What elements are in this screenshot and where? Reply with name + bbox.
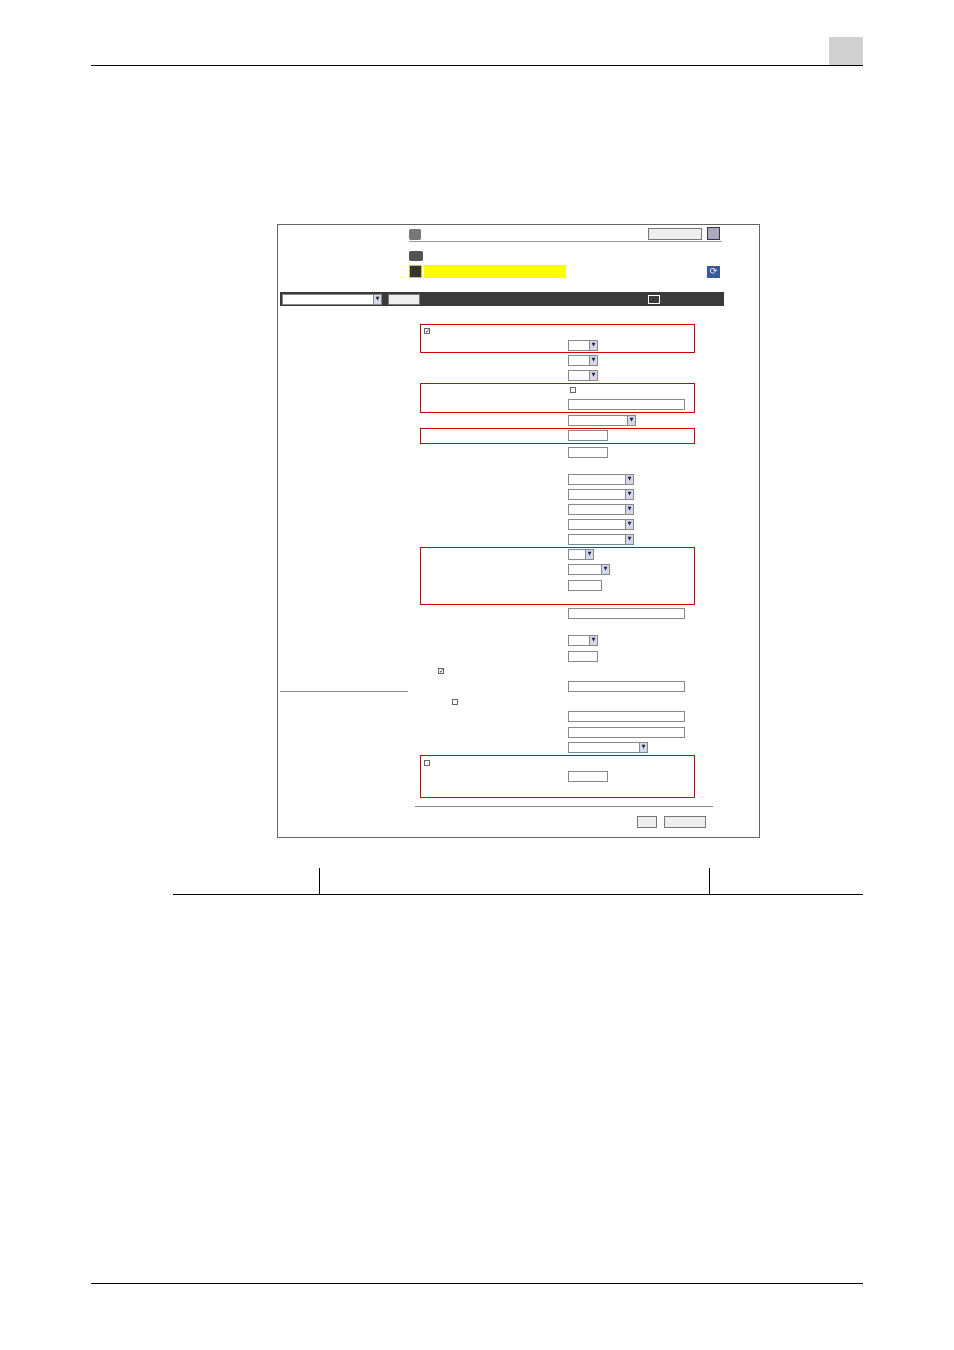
refresh-icon[interactable]: ⟳ [707,266,720,278]
settings-table [173,868,863,895]
max-mail-select[interactable] [568,564,610,575]
smtp-auth-checkbox[interactable] [438,667,447,675]
column-header-description [319,868,709,894]
table-header-row [173,868,863,894]
cancel-button[interactable] [664,816,706,828]
checkbox-box [570,387,576,393]
email-tx-setting-checkbox[interactable] [424,327,433,335]
column-header-item [173,868,319,894]
ok-button[interactable] [637,816,657,828]
printer-icon [409,251,423,261]
header-rule [91,65,863,66]
chevron-down-icon: ▼ [625,490,633,499]
chevron-down-icon: ▼ [589,341,597,350]
binary-division-checkbox[interactable] [424,759,433,767]
conn-timeout-select[interactable] [568,549,594,560]
chevron-down-icon: ▼ [589,371,597,380]
password-changed-checkbox[interactable] [452,698,461,706]
email-notification-select[interactable] [568,355,598,366]
status-highlight [424,265,566,278]
checkbox-box [452,699,458,705]
highlight-box-timeout-capacity [420,547,695,605]
footer-rule [91,1283,863,1284]
display-button[interactable] [388,294,420,305]
logout-button[interactable] [648,228,702,240]
pop-before-select[interactable] [568,635,598,646]
port-input[interactable] [568,430,608,441]
chevron-down-icon: ▼ [625,535,633,544]
chevron-down-icon: ▼ [601,565,609,574]
chevron-down-icon: ▼ [625,505,633,514]
web-connection-screenshot [277,224,760,838]
divided-size-input[interactable] [568,771,608,782]
total-counter-select[interactable] [568,370,598,381]
admin-icon [409,229,421,240]
help-icon[interactable] [707,227,720,240]
main-menu-icon [648,295,660,304]
chevron-down-icon: ▼ [625,520,633,529]
pop-time-input[interactable] [568,651,598,662]
chevron-down-icon: ▼ [627,416,635,425]
smtp-server-input[interactable] [568,399,685,410]
checkmark-icon: ✓ [439,668,445,675]
checkbox-box [424,760,430,766]
domain-input[interactable] [568,727,685,738]
top-divider [409,241,722,242]
chapter-number-badge [829,37,863,65]
host-name-checkbox[interactable] [570,386,579,394]
mode-icon [409,265,422,278]
port-ssl-input[interactable] [568,447,608,458]
chevron-down-icon: ▼ [589,356,597,365]
chevron-down-icon: ▼ [625,475,633,484]
key-usage-select[interactable] [568,504,634,515]
ssl-select[interactable] [568,415,636,426]
intro-paragraph [173,165,863,183]
sidebar-bottom-rule [280,691,408,692]
chain-select[interactable] [568,519,634,530]
form-bottom-rule [415,806,713,807]
user-id-input[interactable] [568,681,685,692]
highlight-box-binary-division [420,755,695,798]
column-header-prior-check [709,868,863,894]
checkmark-icon: ✓ [425,328,431,335]
password-input[interactable] [568,711,685,722]
double-arrow-icon [179,169,185,179]
validity-select[interactable] [568,474,634,485]
network-select[interactable] [282,294,382,305]
cn-select[interactable] [568,489,634,500]
server-capacity-input[interactable] [568,580,602,591]
chevron-down-icon: ▼ [639,743,647,752]
highlight-box-port [420,428,695,444]
highlight-box-email-tx [420,324,695,353]
chevron-down-icon: ▼ [373,295,381,304]
chevron-down-icon: ▼ [589,636,597,645]
chevron-down-icon: ▼ [585,550,593,559]
auth-setting2-select[interactable] [568,742,648,753]
scan-to-email-select[interactable] [568,340,598,351]
expiration-select[interactable] [568,534,634,545]
device-email-input[interactable] [568,608,685,619]
